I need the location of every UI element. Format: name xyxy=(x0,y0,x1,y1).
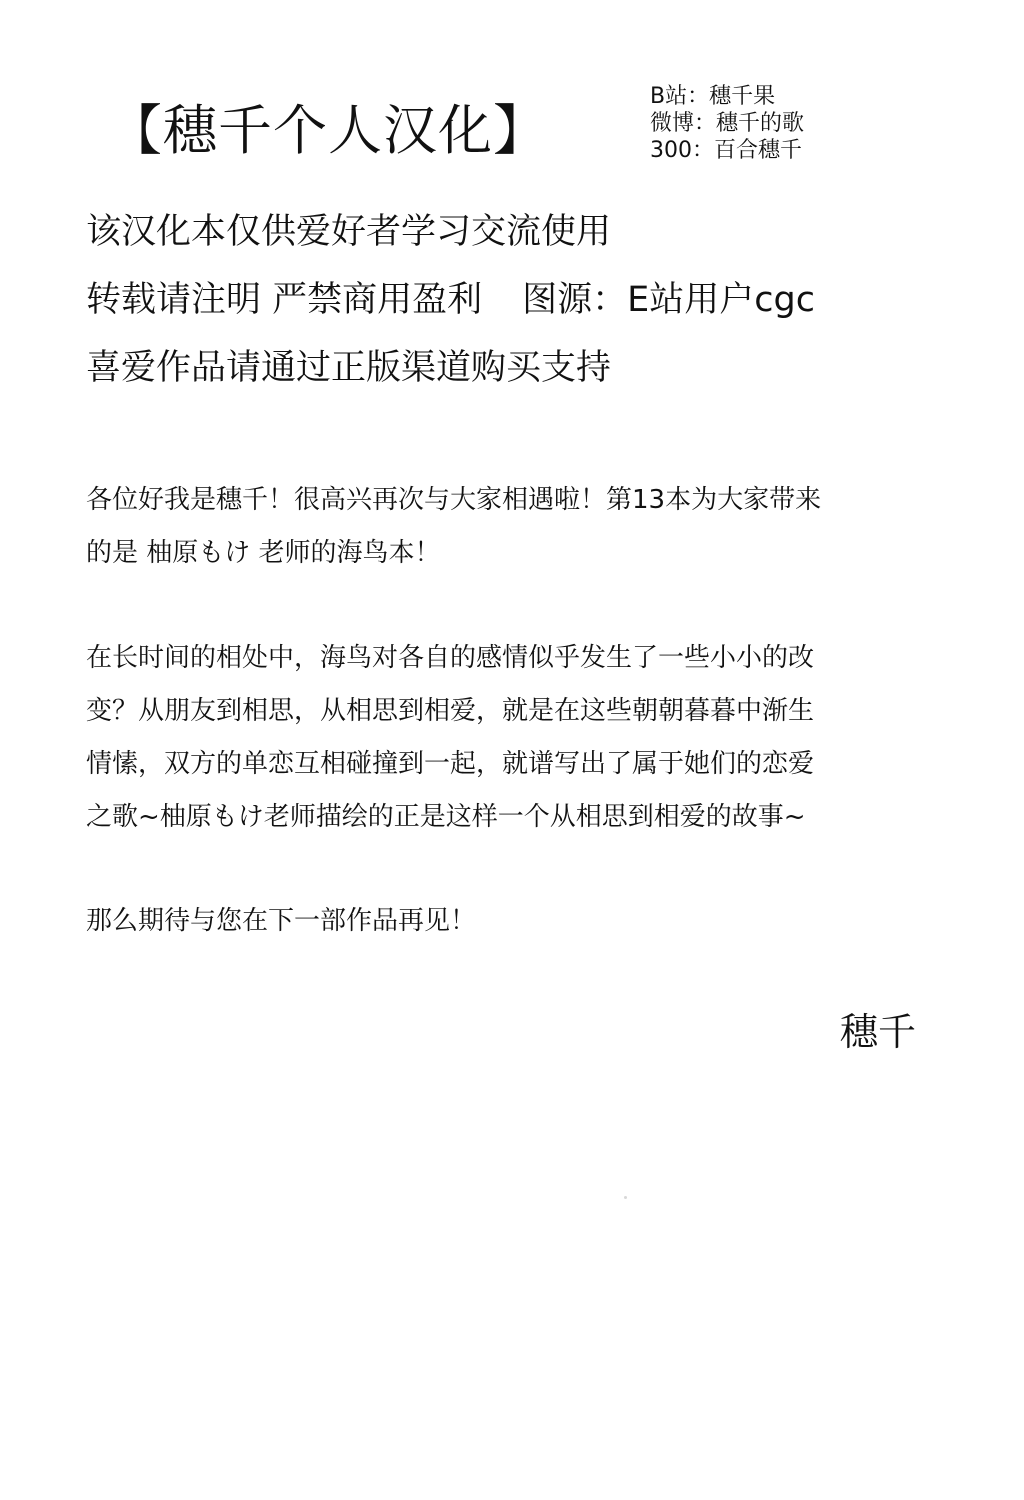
notice-line-repost xyxy=(86,266,815,334)
paragraph-line: 情愫，双方的单恋互相碰撞到一起，就谱写出了属于她们的恋爱 xyxy=(86,749,815,779)
paragraph-line: 各位好我是穗千！很高兴再次与大家相遇啦！第13本为大家带来 xyxy=(86,485,822,515)
paragraph-line: 之歌~柚原もけ老师描绘的正是这样一个从相思到相爱的故事~ xyxy=(86,802,806,832)
notice-line-study: 该汉化本仅供爱好者学习交流使用 xyxy=(86,212,612,252)
paragraph-line: 那么期待与您在下一部作品再见！ xyxy=(86,906,477,936)
image-source: 图源：E站用户cgc xyxy=(522,280,815,320)
paragraph-line: 变？从朋友到相思，从相思到相爱，就是在这些朝朝暮暮中渐生 xyxy=(86,696,815,726)
scan-speck xyxy=(624,1196,627,1199)
page-title: 【穗千个人汉化】 xyxy=(108,99,548,162)
paragraph-story xyxy=(86,632,936,844)
notice-no-commercial: 转载请注明 严禁商用盈利 xyxy=(86,280,483,320)
paragraph-greeting xyxy=(86,474,936,580)
contact-weibo: 微博：穗千的歌 xyxy=(650,111,805,136)
paragraph-line: 在长时间的相处中，海鸟对各自的感情似乎发生了一些小小的改 xyxy=(86,643,815,673)
signature: 穗千 xyxy=(840,1010,917,1054)
notice-line-support: 喜爱作品请通过正版渠道购买支持 xyxy=(86,348,612,388)
contact-info xyxy=(650,83,804,164)
usage-notice xyxy=(86,198,815,402)
paragraph-line: 的是 柚原もけ 老师的海鸟本！ xyxy=(86,538,441,568)
paragraph-farewell xyxy=(86,895,936,948)
contact-bilibili: B站：穗千果 xyxy=(650,84,776,109)
contact-300: 300：百合穗千 xyxy=(650,138,802,163)
